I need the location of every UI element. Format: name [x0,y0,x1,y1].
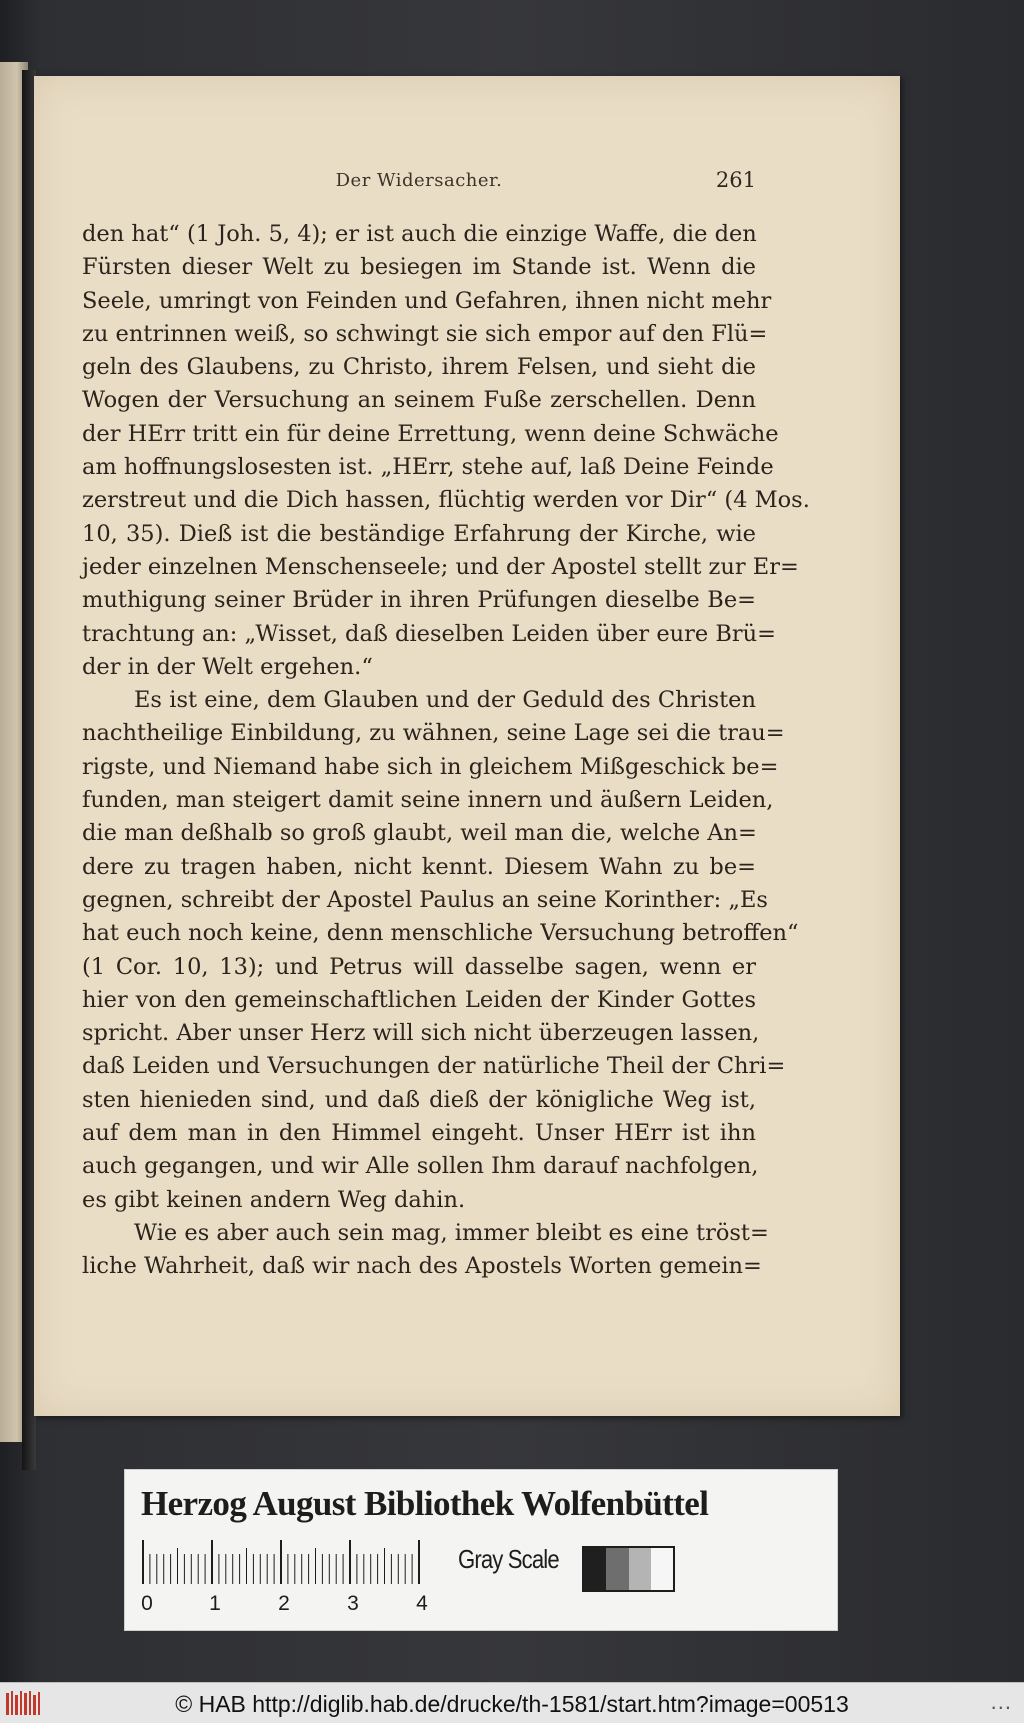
text-line: nachtheilige Einbildung, zu wähnen, seine Lage sei die trau= [82,720,785,747]
ruler-label-0: 0 [141,1592,153,1615]
text-line: zu entrinnen weiß, so schwingt sie sich empor auf den Flü= [82,320,768,347]
text-line: am hoffnungslosesten ist. „HErr, stehe auf, laß Deine Feinde [82,454,774,481]
text-line: es gibt keinen andern Weg dahin. [82,1186,466,1213]
text-line: 10, 35). Dieß ist die beständige Erfahrung der Kirche, wie [82,520,756,547]
more-options-icon[interactable]: ... [990,1689,1012,1714]
text-line: auf dem man in den Himmel eingeht. Unser HErr ist ihn [82,1120,756,1147]
text-line: Wogen der Versuchung an seinem Fuße zerschellen. Denn [82,387,756,414]
text-line: trachtung an: „Wisset, daß dieselben Leiden über eure Brü= [82,620,776,647]
footer-bar [0,1682,1024,1723]
color-calibration-target [125,1470,837,1630]
ruler-ticks [141,1540,431,1590]
text-line: Es ist eine, dem Glauben und der Geduld des Christen [134,687,756,714]
text-line: sten hienieden sind, und daß dieß der königliche Weg ist, [82,1086,756,1113]
library-name: Herzog August Bibliothek Wolfenbüttel [141,1484,709,1523]
gray-scale-label: Gray Scale [458,1544,559,1574]
gray-swatch-4 [651,1548,673,1590]
text-line: den hat“ (1 Joh. 5, 4); er ist auch die einzige Waffe, die den [82,221,757,247]
text-line: funden, man steigert damit seine innern und äußern Leiden, [82,787,774,814]
text-line: muthigung seiner Brüder in ihren Prüfungen dieselbe Be= [82,587,756,614]
text-line: dere zu tragen haben, nicht kennt. Diesem Wahn zu be= [82,853,756,880]
text-line: Wie es aber auch sein mag, immer bleibt es eine tröst= [134,1219,769,1246]
page-number: 261 [715,168,756,192]
gray-swatch-2 [606,1548,628,1590]
text-line: auch gegangen, und wir Alle sollen Ihm darauf nachfolgen, [82,1153,759,1180]
text-line: hat euch noch keine, denn menschliche Versuchung betroffen“ [82,920,799,947]
text-line: (1 Cor. 10, 13); und Petrus will dasselbe sagen, wenn er [82,953,756,980]
text-line: rigste, und Niemand habe sich in gleichem Mißgeschick be= [82,753,779,780]
running-title: Der Widersacher. [335,170,503,191]
text-line: der in der Welt ergehen.“ [82,653,373,680]
page-body-text [82,218,810,1284]
measurement-ruler [141,1540,441,1620]
text-line: hier von den gemeinschaftlichen Leiden der Kinder Gottes [82,986,756,1013]
text-line: Fürsten dieser Welt zu besiegen im Stande ist. Wenn die [82,254,756,281]
text-line: daß Leiden und Versuchungen der natürliche Theil der Chri= [82,1053,786,1080]
text-line: jeder einzelnen Menschenseele; und der Apostel stellt zur Er= [82,553,799,580]
gray-scale-swatches [582,1546,675,1592]
ruler-label-1: 1 [209,1592,221,1615]
gray-swatch-1 [584,1548,606,1590]
ruler-label-2: 2 [278,1592,290,1615]
text-line: geln des Glaubens, zu Christo, ihrem Felsen, und sieht die [82,354,756,381]
ruler-label-4: 4 [416,1592,428,1615]
gray-swatch-3 [629,1548,651,1590]
text-line: Seele, umringt von Feinden und Gefahren, ihnen nicht mehr [82,287,772,314]
text-line: gegnen, schreibt der Apostel Paulus an seine Korinther: „Es [82,886,768,913]
running-head [82,170,756,200]
source-link[interactable]: © HAB http://diglib.hab.de/drucke/th-1581/start.htm?image=00513 [175,1691,849,1717]
text-line: die man deßhalb so groß glaubt, weil man die, welche An= [82,820,757,847]
text-line: zerstreut und die Dich hassen, flüchtig werden vor Dir“ (4 Mos. [82,487,810,514]
text-line: liche Wahrheit, daß wir nach des Apostels Worten gemein= [82,1253,762,1280]
ruler-label-3: 3 [347,1592,359,1615]
text-line: spricht. Aber unser Herz will sich nicht überzeugen lassen, [82,1020,760,1047]
text-line: der HErr tritt ein für deine Errettung, wenn deine Schwäche [82,420,779,447]
